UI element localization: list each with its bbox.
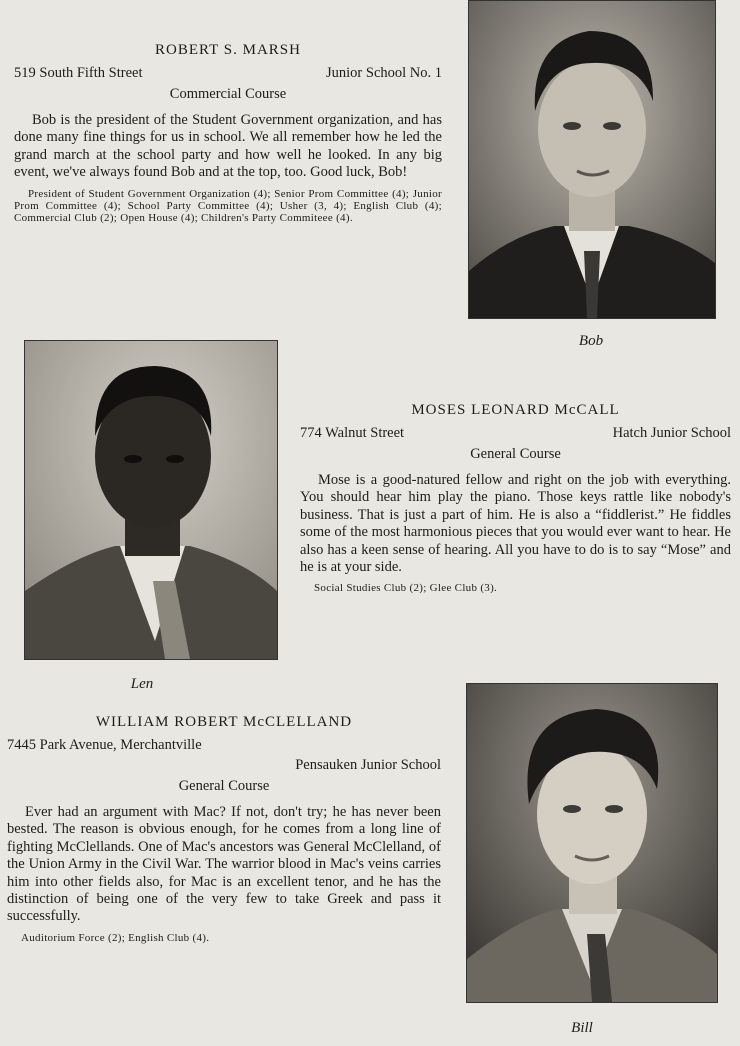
address-school-row [14,63,442,83]
portrait-image [469,1,715,318]
student-name: WILLIAM ROBERT McCLELLAND [95,714,353,730]
entry-moses-mccall [300,402,731,595]
junior-school: Pensauken Junior School [295,757,441,773]
entry-william-mcclelland [7,714,441,944]
portrait-image [467,684,717,1002]
portrait-image [25,341,277,659]
junior-school: Junior School No. 1 [326,65,442,81]
course: General Course [470,446,561,462]
course: Commercial Course [169,86,287,102]
photo-caption: Bob [578,333,604,349]
student-bio: Bob is the president of the Student Government organization, and has done many fine things for us in school. We all remember how he led the grand march at the school party and how well he looked. In any big event, we've always found Bob and at the top, too. Good luck, Bob! [14,112,442,181]
photo-caption: Len [130,676,154,692]
student-address: 774 Walnut Street [300,425,405,441]
entry-robert-marsh [14,42,442,225]
student-name: MOSES LEONARD McCALL [411,402,620,418]
course: General Course [178,778,270,794]
student-address: 519 South Fifth Street [14,65,143,81]
student-bio: Mose is a good-natured fellow and right on the job with everything. You should hear him play the piano. Those keys rattle like nobody's business. That is just a part of him. He is also a “fiddlerist.” He fiddles some of the most harmonious pieces that you would ever want to hear. He also has a keen sense of hearing. All you have to do is to say “Mose” and he is at your side. [300,472,731,576]
student-address: 7445 Park Avenue, Merchantville [7,737,202,753]
address-school-row [300,423,731,443]
address-row [7,735,441,755]
portrait-photo-bob [468,0,716,319]
photo-caption: Bill [571,1020,593,1036]
student-activities: President of Student Government Organization (4); Senior Prom Committee (4); Junior Prom Committee (4); School Party Committee (4); Usher (3, 4); English Club (4); Commercial Club (2); Open House (4); Children's Party Commiteee (4). [14,187,442,225]
student-activities: Social Studies Club (2); Glee Club (3). [314,582,498,595]
student-bio: Ever had an argument with Mac? If not, don't try; he has never been bested. The reason is obvious enough, for he comes from a long line of fighting McClellands. One of Mac's ancestors was General McClelland, of the Union Army in the Civil War. The warrior blood in Mac's veins carries him into other fields also, for Mac is an excellent tenor, and he has the distinction of being one of the very few to take Greek and pass it successfully. [7,804,441,925]
portrait-photo-bill [466,683,718,1003]
portrait-photo-len [24,340,278,660]
student-activities: Auditorium Force (2); English Club (4). [21,931,210,944]
student-name: ROBERT S. MARSH [155,42,301,58]
junior-school: Hatch Junior School [612,425,731,441]
